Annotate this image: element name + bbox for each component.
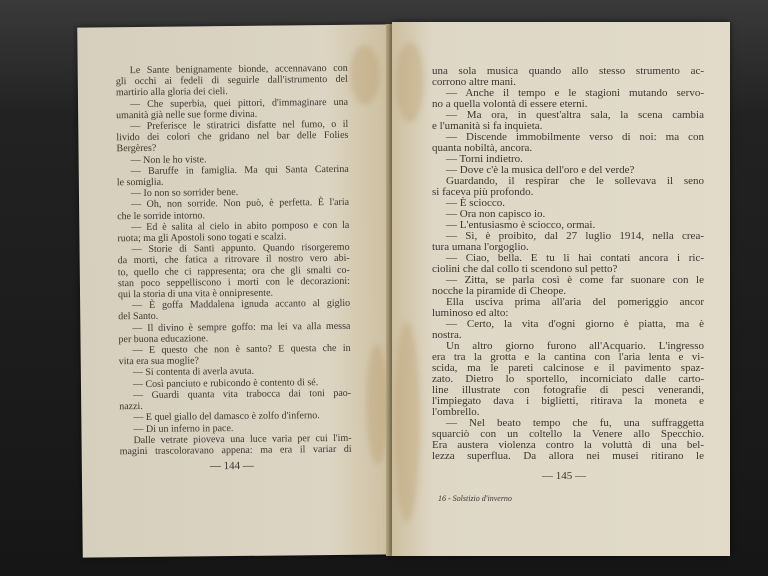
text-line: — Baruffe in famiglia. Ma qui Santa Caterina: [130, 163, 349, 177]
text-line: — E questo che non è santo? E questa che in: [132, 342, 351, 357]
text-line: qui la storia di una vita è onnipresente.: [117, 287, 274, 301]
left-page: [77, 24, 393, 557]
text-line: nocche la piramide di Cheope.: [432, 285, 567, 297]
text-line: no a quella volontà di essere eterni.: [432, 98, 588, 110]
text-line: — Si contenta di averla avuta.: [132, 366, 254, 379]
text-line: — E quel giallo del damasco è zolfo d'inferno.: [133, 410, 320, 424]
text-line: — Ed è salita al cielo in abito pomposo e con la: [131, 219, 350, 233]
text-line: — L'entusiasmo è sciocco, ormai.: [446, 219, 596, 231]
text-line: tura umana l'orgoglio.: [432, 241, 529, 253]
text-line: — Il divino è sempre goffo: ma lei va alla messa: [132, 320, 351, 334]
paragraph: [432, 110, 704, 132]
paragraph: [432, 253, 704, 275]
text-line: zato. Dietro lo sportello, incorniciato dalle carto-: [432, 373, 704, 385]
text-line: — Preferisce le stiratrici disfatte nel fumo, o il: [130, 118, 349, 133]
text-line: to, quello che ci rappresenta; ora che gli smalti co-: [117, 264, 350, 278]
text-line: Le Sante benignamente bionde, accennavano con: [129, 62, 348, 77]
paragraph: [432, 319, 704, 341]
paragraph: [432, 297, 704, 319]
text-line: stan poco seppelliscono i morti con le decorazioni:: [117, 275, 350, 290]
text-line: — Zitta, se parla così è come far suonare con le: [446, 274, 704, 286]
text-line: Ella usciva prima all'aria del pomeriggio ancor: [446, 296, 704, 308]
right-page-text: [432, 66, 704, 462]
text-line: — Storie di Santi appunto. Quando risorgeremo: [131, 242, 350, 256]
paragraph: [432, 88, 704, 110]
paragraph: [116, 119, 348, 155]
paragraph: [432, 341, 704, 418]
paragraph: [432, 66, 704, 88]
text-line: — Ciao, bella. E tu li hai contati ancora i ric-: [446, 252, 704, 264]
text-line: corrono altre mani.: [432, 76, 516, 88]
paragraph: [432, 418, 704, 462]
paragraph: [116, 63, 348, 99]
text-line: — Torni indietro.: [446, 153, 523, 165]
text-line: vita era sua moglie?: [118, 355, 200, 368]
text-line: — È sciocco.: [446, 197, 505, 209]
paragraph: [432, 275, 704, 297]
age-stain: [394, 322, 420, 522]
age-stain: [396, 42, 424, 122]
text-line: line illustrate con fotografie di pesci venerandi,: [432, 384, 704, 396]
paragraph: [118, 320, 350, 345]
text-line: — Non le ho viste.: [130, 153, 207, 166]
text-line: quanta nobiltà, ancora.: [432, 142, 533, 154]
text-line: si faceva più profondo.: [432, 186, 534, 198]
paragraph: [117, 197, 349, 222]
text-line: del Santo.: [118, 311, 159, 323]
paragraph: [432, 231, 704, 253]
text-line: per buona educazione.: [118, 333, 209, 346]
text-line: una sola musica quando allo stesso strumento ac-: [432, 65, 704, 77]
text-line: — Io non so sorrider bene.: [130, 187, 239, 200]
text-line: nostra.: [432, 329, 462, 341]
text-line: Guardando, il respirar che le sollevava il seno: [446, 175, 704, 187]
text-line: ruota; ma gli Apostoli sono togati e scalzi.: [117, 231, 287, 245]
text-line: — È goffa Maddalena ignuda accanto al giglio: [132, 298, 351, 312]
text-line: — Anche il tempo e le stagioni mutando servo-: [446, 87, 704, 99]
text-line: — Dove c'è la musica dell'oro e del verde?: [446, 164, 635, 176]
paragraph: [119, 343, 351, 368]
paragraph: [118, 298, 350, 323]
text-line: era tra la grotta e la cantina con l'aria lenta e vi-: [432, 351, 704, 363]
text-line: squarciò con un coltello la Venere allo Specchio.: [432, 428, 704, 440]
text-line: l'impiegato dava i biglietti, ritirava la moneta e: [432, 395, 704, 407]
signature-footer: 16 - Solstizio d'inverno: [438, 494, 512, 503]
page-number: — 144 —: [209, 459, 254, 473]
paragraph: [432, 176, 704, 198]
page-number: — 145 —: [542, 470, 586, 482]
paragraph: [118, 242, 351, 300]
text-line: magini trascoloravano appena: ma era il variar di: [119, 443, 352, 458]
text-line: — Guardi quanta vita trabocca dai toni pao-: [133, 387, 352, 401]
text-line: ciolini che dal collo ti scendono sul petto?: [432, 263, 618, 275]
text-line: Dalle vetrate pioveva una luce varia per cui l'im-: [133, 432, 352, 446]
text-line: — Certo, la vita d'ogni giorno è piatta, ma è: [446, 318, 704, 330]
right-page: [392, 22, 730, 556]
text-line: — Nel beato tempo che fu, una suffraggetta: [446, 417, 704, 429]
text-line: — Oh, non sorride. Non può, è perfetta. È l'aria: [131, 197, 350, 211]
text-line: Era austera violenza contro la voluttà di una bel-: [432, 439, 704, 451]
age-stain: [349, 44, 380, 104]
text-line: umanità già nelle sue forme divina.: [116, 108, 258, 122]
text-line: — Ma ora, in quest'altra sala, la scena cambia: [446, 109, 704, 121]
text-line: gli occhi ai fedeli di seguirle dall'istrumento del: [115, 74, 348, 88]
text-line: — Così panciuto e rubicondo è contento di sé.: [132, 376, 319, 390]
paragraph: [117, 220, 349, 245]
text-line: Un altro giorno furono all'Acquario. L'ingresso: [446, 340, 704, 352]
text-line: martirio alla gloria dei cieli.: [115, 86, 228, 99]
text-line: scida, ma le pareti calcinose e il pavimento spaz-: [432, 362, 704, 374]
paragraph: [119, 388, 351, 413]
text-line: — Di un inferno in pace.: [133, 422, 234, 435]
text-line: luminoso ed alto:: [432, 307, 509, 319]
text-line: lezza superflua. Da allora nei musei ritirano le: [432, 450, 704, 462]
left-page-text: [116, 63, 352, 458]
text-line: — Ora non capisco io.: [446, 208, 546, 220]
paragraph: [117, 164, 349, 189]
text-line: Bergères?: [116, 143, 157, 155]
text-line: l'ombrello.: [432, 406, 480, 418]
text-line: le somiglia.: [116, 176, 164, 189]
text-line: nazzi.: [119, 401, 143, 413]
paragraph: [432, 132, 704, 154]
text-line: da morti, che fatica a ritrovare il nostro vero abi-: [117, 253, 350, 267]
text-line: e l'umanità si fa inquieta.: [432, 120, 543, 132]
text-line: — Sì, è proibito, dal 27 luglio 1914, nella crea-: [446, 230, 704, 242]
text-line: — Che superbia, quei pittori, d'immaginare una: [129, 96, 349, 110]
paragraph: [116, 96, 348, 121]
text-line: — Discende immobilmente verso di noi: ma con: [446, 131, 704, 143]
text-line: livido dei colori che gridano nel bar delle Folies: [116, 130, 349, 144]
text-line: che le sorride intorno.: [117, 209, 206, 222]
paragraph: [120, 432, 352, 457]
